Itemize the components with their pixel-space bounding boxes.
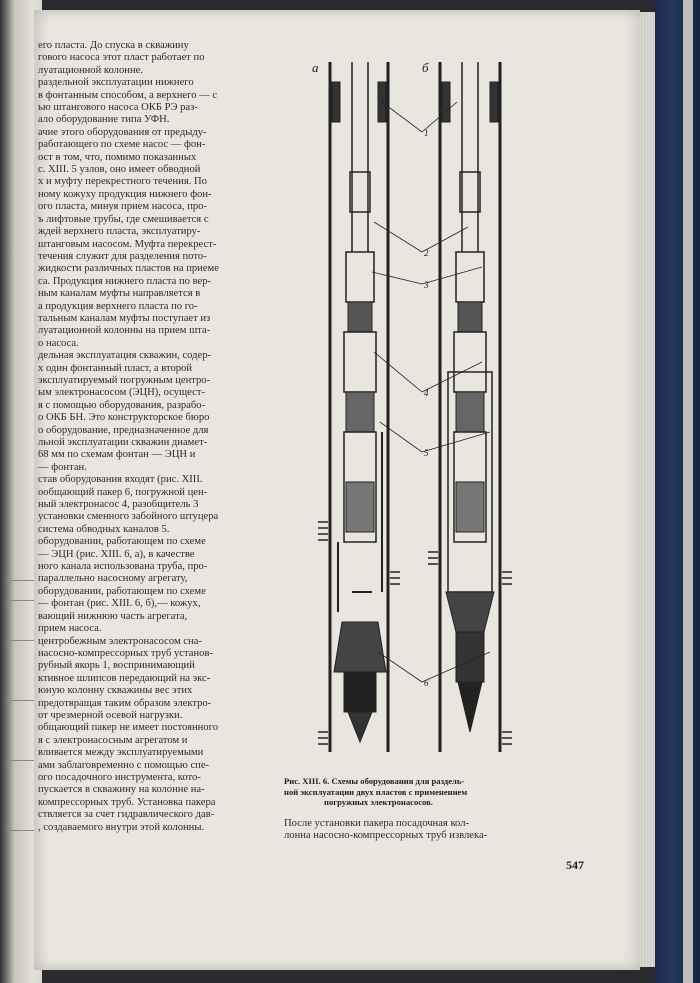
text-line: ным каналам муфты направляется в [38,288,201,300]
figure-caption [284,776,589,808]
text-line: 68 мм по схемам фонтан — ЭЦН и [38,449,196,461]
text-line: штанговым насосом. Муфта перекрест- [38,238,217,250]
text-line: ачие этого оборудования от предыду- [38,126,207,138]
text-line: его пласта. До спуска в скважину [38,40,189,51]
left-text-column [38,40,272,834]
text-line: тальным каналам муфты поступает из [38,312,211,324]
text-line: юную колонну скважины вес этих [38,685,193,697]
text-line: рубный якорь 1, воспринимающий [38,660,195,672]
text-line: вливается между эксплуатируемыми [38,747,204,759]
text-line: пускается в скважину на колонне на- [38,784,205,796]
text-line: ами заблаговременно с помощью спе- [38,759,210,771]
text-line: ктивное шлипсов передающий на экс- [38,672,211,684]
text-line: са. Продукция нижнего пласта по вер- [38,275,212,287]
text-line: — фонтан. [38,461,87,473]
text-line: ало оборудование типа УФН. [38,114,170,126]
text-line: прием насоса. [38,623,102,635]
text-line: жидкости различных пластов на приеме [38,263,219,275]
caption-line-2: ной эксплуатации двух пластов с применением [284,786,468,797]
text-line: система обводных каналов 5. [38,523,170,535]
text-line: лонна насосно-компрессорных труб извлека- [284,830,488,842]
equipment-diagram [282,52,600,764]
text-line: работающего по схеме насос — фон- [38,139,206,151]
text-line: о насоса. [38,337,79,349]
text-line: льной эксплуатации скважин диамет- [38,437,208,448]
text-line: х и муфту перекрестного течения. По [38,176,207,188]
text-line: ост в том, что, помимо показанных [38,151,197,163]
callout-2: 2 [424,248,429,258]
callout-4: 4 [424,388,429,398]
text-line: гового насоса этот пласт работает по [38,52,205,64]
text-line: ого пласта, минуя прием насоса, про- [38,201,207,213]
text-line: , создаваемого внутри этой колонны. [38,821,205,833]
text-line: течения служит для разделения пото- [38,250,207,262]
text-line: раздельной эксплуатации нижнего [38,77,194,89]
text-line: ный электронасос 4, разобщитель 3 [38,499,199,511]
text-line: с. XIII. 5 узлов, оно имеет обводной [38,164,201,176]
right-bottom-text [284,818,590,843]
text-line: эксплуатируемый погружным центро- [38,374,211,386]
text-line: предотвращая таким образом электро- [38,697,212,709]
text-line: я с электронасосным агрегатом и [38,734,188,746]
text-line: — ЭЦН (рис. XIII. 6, а), в качестве [38,548,195,560]
text-line: о ОКБ БН. Это конструкторское бюро [38,412,210,424]
text-line: а продукция верхнего пласта по го- [38,300,198,312]
text-line: — фонтан (рис. XIII. 6, б),— кожух, [38,598,201,610]
scheme-a [318,62,400,752]
text-line: установки сменного забойного штуцера [38,511,219,523]
callout-5: 5 [424,448,429,458]
text-line: вающий нижнюю часть агрегата, [38,610,188,622]
figure-label-a: а [312,60,319,75]
callout-1: 1 [424,128,429,138]
text-line: от чрезмерной осевой нагрузки. [38,709,183,721]
text-line: компрессорных труб. Установка пакера [38,796,216,808]
text-line: ждей верхнего пласта, эксплуатиру- [38,226,201,238]
text-line: После установки пакера посадочная кол- [284,818,470,829]
callout-6: 6 [424,678,429,688]
text-line: общающий пакер не имеет постоянного [38,722,218,734]
book-cover [655,0,700,983]
text-line: оборудовании, работающем по схеме [38,536,206,548]
text-line: я с помощью оборудования, разрабо- [38,399,206,411]
caption-line-3: погружных электронасосов. [324,797,433,807]
text-line: параллельно насосному агрегату, [38,573,188,585]
text-line: х один фонтанный пласт, а второй [38,362,193,374]
text-line: ым электронасосом (ЭЦН), осущест- [38,387,206,399]
text-line: став оборудования входят (рис. XIII. [38,474,203,486]
text-line: ствляется за счет гидравлического дав- [38,809,215,821]
scheme-b [428,62,512,752]
text-line: луатационной колонне. [38,64,143,76]
text-line: в фонтанным способом, а верхнего — с [38,89,218,101]
text-line: ному кожуху продукция нижнего фон- [38,188,212,200]
text-line: дельная эксплуатация скважин, содер- [38,350,212,362]
callout-3: 3 [424,280,429,290]
text-line: ью штангового насоса ОКБ РЭ раз- [38,102,198,114]
figure-label-b: б [422,60,429,75]
text-line: ъ лифтовые трубы, где смешивается с [38,213,209,225]
text-line: ного канала использована труба, про- [38,561,208,573]
text-line: ообщающий пакер 6, погружной цен- [38,486,208,498]
text-line: о оборудование, предназначенное для [38,424,209,436]
text-line: насосно-компрессорных труб установ- [38,647,213,659]
text-line: центробежным электронасосом сна- [38,635,202,647]
caption-lead: Рис. XIII. 6. [284,776,330,786]
caption-text: Схемы оборудования для раздель- [331,776,465,786]
page-number: 547 [566,858,584,872]
text-line: луатационной колонны на прием шта- [38,325,211,337]
text-line: оборудовании, работающем по схеме [38,585,206,597]
text-line: ого посадочного инструмента, кото- [38,771,201,783]
